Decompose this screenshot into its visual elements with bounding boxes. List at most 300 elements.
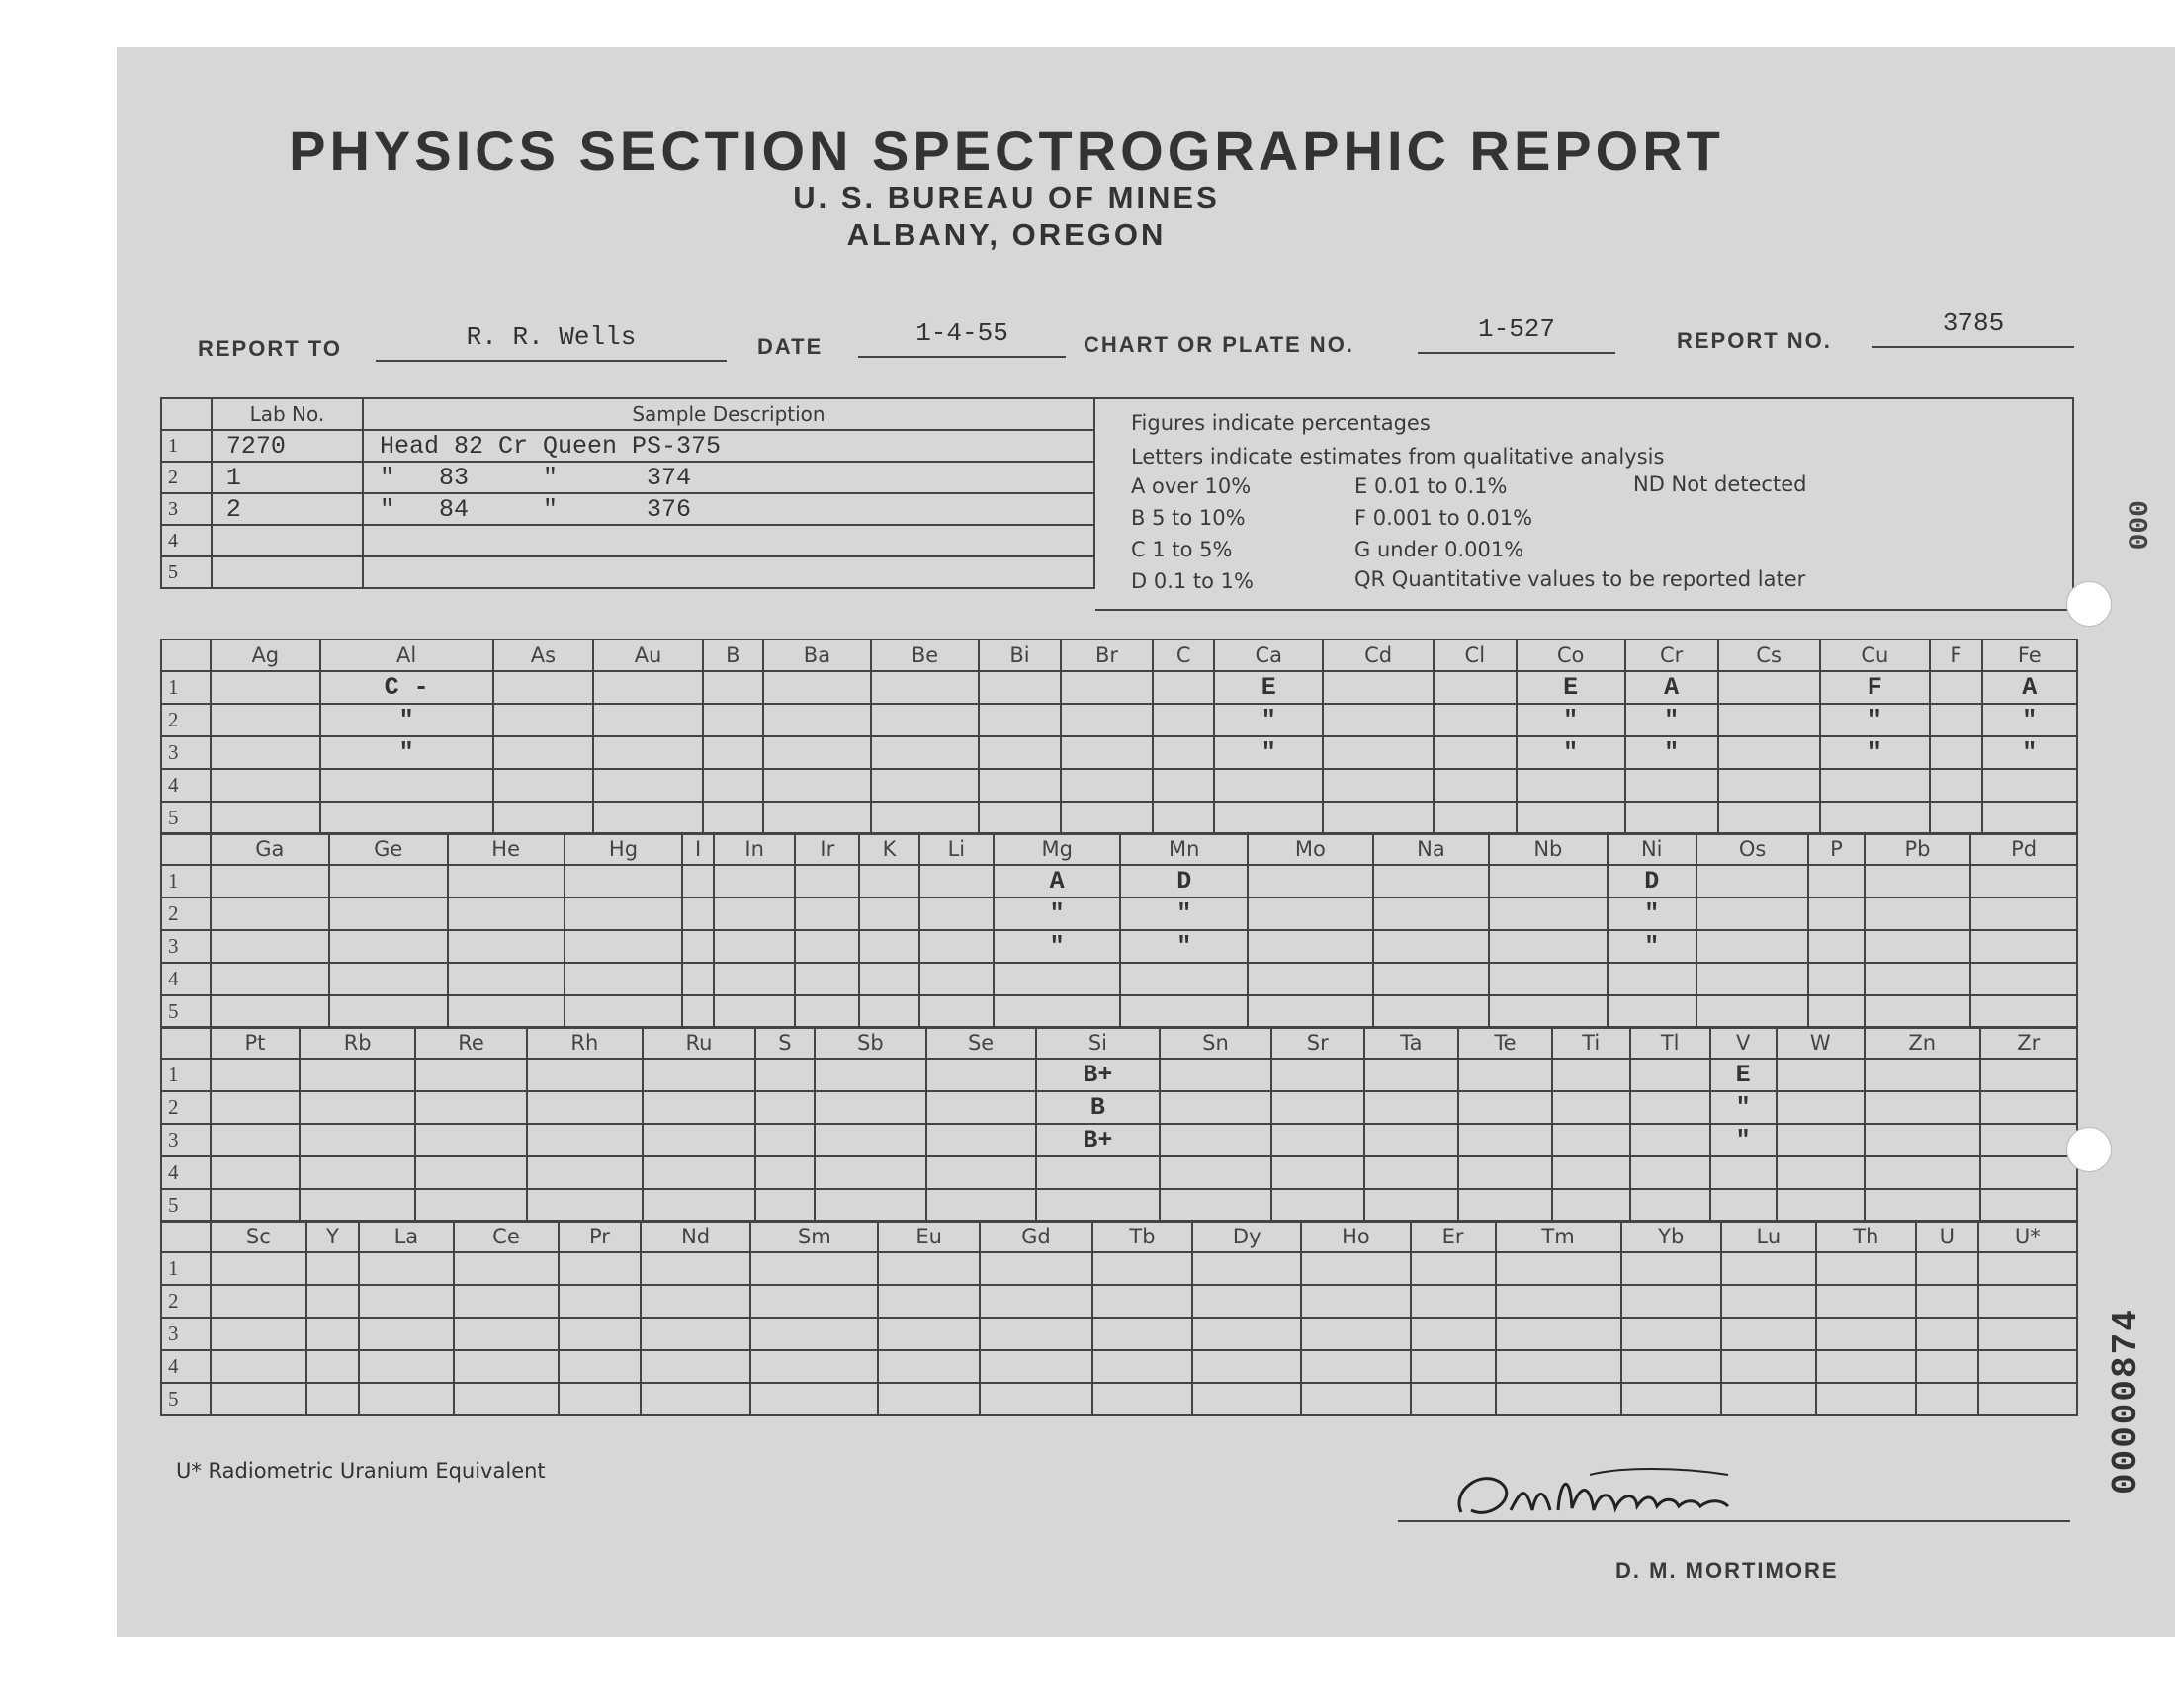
result-cell <box>878 1318 980 1350</box>
result-cell <box>871 769 979 802</box>
result-cell <box>1061 802 1153 834</box>
element-header-row <box>161 833 2077 865</box>
result-cell <box>1214 769 1323 802</box>
result-cell <box>919 995 994 1028</box>
result-cell <box>559 1285 641 1318</box>
legend-e: E 0.01 to 0.1% <box>1354 474 1508 498</box>
element-symbol: Cu <box>1820 640 1931 671</box>
element-symbol: As <box>493 640 594 671</box>
result-cell <box>1301 1285 1410 1318</box>
result-cell <box>1214 802 1323 834</box>
result-cell <box>1930 802 1981 834</box>
element-symbol: I <box>682 833 714 865</box>
result-cell <box>211 930 329 963</box>
date-value: 1-4-55 <box>915 318 1008 348</box>
result-cell <box>1808 930 1864 963</box>
element-symbol: Ho <box>1301 1221 1410 1252</box>
element-symbol: Nb <box>1489 833 1607 865</box>
result-cell <box>750 1318 878 1350</box>
result-cell <box>1916 1285 1978 1318</box>
result-cell <box>1458 1059 1552 1091</box>
result-cell <box>211 1285 306 1318</box>
result-cell: " <box>1214 736 1323 769</box>
element-symbol: P <box>1808 833 1864 865</box>
footnote: U* Radiometric Uranium Equivalent <box>176 1459 546 1483</box>
result-cell <box>300 1059 415 1091</box>
element-symbol: Pd <box>1970 833 2077 865</box>
element-symbol: U <box>1916 1221 1978 1252</box>
result-cell <box>859 897 919 930</box>
result-cell <box>1411 1318 1496 1350</box>
result-cell <box>1777 1189 1865 1222</box>
row-number: 1 <box>161 865 211 897</box>
result-cell <box>1916 1350 1978 1383</box>
result-cell <box>211 802 320 834</box>
result-cell <box>448 865 565 897</box>
result-row <box>161 769 2077 802</box>
row-number: 2 <box>161 1091 211 1124</box>
row-number: 1 <box>161 671 211 704</box>
result-cell <box>300 1189 415 1222</box>
result-cell <box>359 1318 454 1350</box>
result-cell <box>703 769 763 802</box>
report-title: PHYSICS SECTION SPECTROGRAPHIC REPORT <box>289 120 1724 182</box>
result-cell: " <box>1625 736 1718 769</box>
result-cell <box>565 995 683 1028</box>
result-cell <box>1373 995 1490 1028</box>
result-cell <box>1323 769 1434 802</box>
result-cell <box>493 736 594 769</box>
result-cell <box>919 897 994 930</box>
row-number: 1 <box>161 1059 211 1091</box>
punch-hole-bottom <box>2066 1127 2112 1172</box>
result-cell <box>1092 1318 1192 1350</box>
result-cell <box>641 1350 751 1383</box>
element-symbol: K <box>859 833 919 865</box>
element-symbol: Ga <box>211 833 329 865</box>
result-cell <box>871 704 979 736</box>
result-cell <box>1061 736 1153 769</box>
result-cell <box>755 1124 815 1156</box>
row-number: 3 <box>161 930 211 963</box>
element-symbol: Sr <box>1271 1027 1364 1059</box>
result-cell <box>980 1350 1092 1383</box>
result-cell <box>795 963 859 995</box>
row-number: 5 <box>161 802 211 834</box>
result-cell <box>415 1091 526 1124</box>
result-cell <box>1271 1091 1364 1124</box>
result-cell <box>1411 1252 1496 1285</box>
result-cell <box>755 1059 815 1091</box>
result-cell <box>1496 1285 1621 1318</box>
element-grid-4 <box>160 1220 2078 1416</box>
result-cell <box>300 1156 415 1189</box>
result-cell <box>1630 1156 1710 1189</box>
result-cell <box>643 1156 755 1189</box>
result-cell <box>1489 865 1607 897</box>
element-symbol: Er <box>1411 1221 1496 1252</box>
element-symbol: Ce <box>454 1221 559 1252</box>
result-row <box>161 1124 2077 1156</box>
legend-f: F 0.001 to 0.01% <box>1354 506 1533 530</box>
result-row <box>161 897 2077 930</box>
result-cell <box>1630 1059 1710 1091</box>
element-symbol: In <box>714 833 796 865</box>
result-cell <box>329 897 448 930</box>
result-cell <box>750 1252 878 1285</box>
result-cell <box>1808 963 1864 995</box>
row-number: 3 <box>161 736 211 769</box>
result-cell <box>1621 1285 1721 1318</box>
sample-description <box>363 556 1094 588</box>
result-cell <box>1970 930 2077 963</box>
row-number: 3 <box>161 1124 211 1156</box>
row-number: 5 <box>161 1189 211 1222</box>
result-cell <box>559 1350 641 1383</box>
result-cell <box>1630 1091 1710 1124</box>
result-row <box>161 1252 2077 1285</box>
result-cell: E <box>1517 671 1625 704</box>
result-cell <box>1980 1091 2077 1124</box>
result-cell <box>1777 1156 1865 1189</box>
result-cell <box>329 995 448 1028</box>
result-cell <box>1489 963 1607 995</box>
result-cell <box>415 1124 526 1156</box>
result-cell <box>493 802 594 834</box>
result-cell <box>871 736 979 769</box>
result-cell: " <box>1710 1091 1777 1124</box>
result-cell <box>211 1189 300 1222</box>
result-cell <box>454 1350 559 1383</box>
result-cell <box>979 769 1061 802</box>
result-cell <box>1323 736 1434 769</box>
sample-row <box>161 525 1094 556</box>
result-cell <box>593 802 703 834</box>
result-cell <box>454 1285 559 1318</box>
sample-row-number: 1 <box>161 430 212 462</box>
result-cell <box>1930 671 1981 704</box>
sample-description: " 84 " 376 <box>363 493 1094 525</box>
sample-table <box>160 397 1095 589</box>
result-cell <box>795 897 859 930</box>
result-cell: D <box>1608 865 1696 897</box>
sample-lab-no: 1 <box>212 462 363 493</box>
element-symbol: Au <box>593 640 703 671</box>
result-cell <box>1980 1124 2077 1156</box>
legend-nd: ND Not detected <box>1633 472 1807 496</box>
element-symbol: Dy <box>1192 1221 1301 1252</box>
row-number-header <box>161 1027 211 1059</box>
result-cell <box>565 865 683 897</box>
result-row <box>161 1383 2077 1415</box>
result-row <box>161 1350 2077 1383</box>
result-cell <box>980 1285 1092 1318</box>
result-cell <box>926 1156 1036 1189</box>
result-cell <box>926 1124 1036 1156</box>
result-cell <box>682 897 714 930</box>
result-cell <box>643 1189 755 1222</box>
result-cell <box>1916 1383 1978 1415</box>
result-cell <box>1301 1318 1410 1350</box>
element-symbol: V <box>1710 1027 1777 1059</box>
result-cell <box>527 1189 643 1222</box>
result-cell: A <box>1982 671 2077 704</box>
result-cell <box>750 1383 878 1415</box>
report-to-label: REPORT TO <box>198 336 342 361</box>
element-symbol: Cs <box>1718 640 1820 671</box>
signature-line <box>1398 1520 2070 1522</box>
result-cell <box>527 1156 643 1189</box>
result-cell <box>1192 1318 1301 1350</box>
result-cell <box>1120 995 1248 1028</box>
result-cell <box>1721 1252 1816 1285</box>
result-cell <box>1153 671 1214 704</box>
result-cell <box>871 671 979 704</box>
row-number-header <box>161 640 211 671</box>
result-cell <box>329 930 448 963</box>
result-cell <box>926 1189 1036 1222</box>
location: ALBANY, OREGON <box>846 217 1167 252</box>
result-cell <box>1865 1156 1980 1189</box>
result-cell <box>527 1059 643 1091</box>
result-cell: " <box>1608 930 1696 963</box>
result-cell: " <box>1820 736 1931 769</box>
result-cell <box>682 930 714 963</box>
result-cell <box>1153 736 1214 769</box>
result-cell <box>1192 1383 1301 1415</box>
element-symbol: Cl <box>1434 640 1517 671</box>
result-cell <box>795 995 859 1028</box>
result-cell <box>1718 671 1820 704</box>
result-cell <box>1373 897 1490 930</box>
element-symbol: Co <box>1517 640 1625 671</box>
result-cell <box>643 1059 755 1091</box>
result-cell <box>1930 769 1981 802</box>
legend-line-1: Figures indicate percentages <box>1131 411 1431 435</box>
result-cell: B+ <box>1036 1124 1161 1156</box>
result-cell <box>1808 995 1864 1028</box>
sample-row <box>161 493 1094 525</box>
result-cell: " <box>1120 930 1248 963</box>
result-cell <box>1865 963 1971 995</box>
legend-qr: QR Quantitative values to be reported later <box>1354 567 1806 591</box>
result-cell: " <box>994 897 1121 930</box>
legend-d: D 0.1 to 1% <box>1131 569 1254 593</box>
result-cell <box>1153 802 1214 834</box>
element-symbol: Li <box>919 833 994 865</box>
sample-row <box>161 556 1094 588</box>
result-cell <box>641 1383 751 1415</box>
result-cell <box>714 897 796 930</box>
result-cell <box>994 995 1121 1028</box>
result-cell <box>1978 1383 2077 1415</box>
result-cell <box>211 995 329 1028</box>
row-number: 1 <box>161 1252 211 1285</box>
result-cell <box>211 736 320 769</box>
result-cell <box>565 963 683 995</box>
result-cell <box>682 995 714 1028</box>
result-cell <box>1120 963 1248 995</box>
element-symbol: Rh <box>527 1027 643 1059</box>
result-cell <box>1271 1124 1364 1156</box>
result-cell <box>1434 671 1517 704</box>
result-cell <box>1978 1350 2077 1383</box>
legend-line-2: Letters indicate estimates from qualitative analysis <box>1131 445 1665 469</box>
result-cell <box>1496 1318 1621 1350</box>
element-symbol: Mo <box>1248 833 1373 865</box>
element-symbol: Pr <box>559 1221 641 1252</box>
result-cell <box>329 865 448 897</box>
result-cell <box>211 897 329 930</box>
element-symbol: S <box>755 1027 815 1059</box>
result-cell <box>859 995 919 1028</box>
result-cell <box>1489 897 1607 930</box>
result-cell: D <box>1120 865 1248 897</box>
result-cell <box>211 1059 300 1091</box>
result-cell <box>320 769 493 802</box>
element-header-row <box>161 1027 2077 1059</box>
result-cell <box>714 930 796 963</box>
result-cell <box>1552 1091 1630 1124</box>
result-cell <box>359 1383 454 1415</box>
result-cell <box>306 1252 359 1285</box>
result-cell <box>211 1318 306 1350</box>
result-cell <box>763 802 871 834</box>
result-cell <box>1364 1091 1458 1124</box>
element-symbol: Ru <box>643 1027 755 1059</box>
result-row <box>161 995 2077 1028</box>
result-cell <box>211 1252 306 1285</box>
result-cell: " <box>1608 897 1696 930</box>
result-cell <box>1865 1124 1980 1156</box>
result-cell: " <box>1982 704 2077 736</box>
element-symbol: La <box>359 1221 454 1252</box>
result-cell <box>682 963 714 995</box>
result-cell <box>703 802 763 834</box>
element-symbol: Y <box>306 1221 359 1252</box>
page-stamp: 00000874 <box>2106 1308 2146 1495</box>
result-cell <box>859 930 919 963</box>
result-cell <box>1517 769 1625 802</box>
element-symbol: Tl <box>1630 1027 1710 1059</box>
result-cell <box>1982 802 2077 834</box>
result-cell <box>1980 1189 2077 1222</box>
result-cell <box>1721 1318 1816 1350</box>
element-symbol: Bi <box>979 640 1061 671</box>
result-cell <box>750 1285 878 1318</box>
sample-description-header: Sample Description <box>363 398 1094 430</box>
result-cell <box>979 736 1061 769</box>
row-number: 2 <box>161 704 211 736</box>
result-row <box>161 1059 2077 1091</box>
date-label: DATE <box>757 334 824 359</box>
result-cell <box>493 671 594 704</box>
result-cell <box>815 1189 926 1222</box>
result-cell <box>763 769 871 802</box>
result-cell <box>815 1124 926 1156</box>
result-cell: " <box>1517 704 1625 736</box>
result-cell <box>1248 963 1373 995</box>
result-cell <box>1696 930 1808 963</box>
result-cell <box>755 1091 815 1124</box>
element-grid-1 <box>160 639 2078 835</box>
result-cell <box>643 1124 755 1156</box>
result-cell <box>1608 963 1696 995</box>
result-cell <box>1978 1252 2077 1285</box>
result-row <box>161 671 2077 704</box>
result-cell <box>795 865 859 897</box>
result-row <box>161 802 2077 834</box>
result-row <box>161 736 2077 769</box>
result-cell <box>1808 865 1864 897</box>
element-header-row <box>161 640 2077 671</box>
result-cell <box>559 1252 641 1285</box>
result-cell <box>359 1350 454 1383</box>
result-cell <box>1930 736 1981 769</box>
element-symbol: Gd <box>980 1221 1092 1252</box>
result-cell: " <box>320 736 493 769</box>
result-cell <box>1820 769 1931 802</box>
legend-g: G under 0.001% <box>1354 538 1524 561</box>
result-cell <box>1323 802 1434 834</box>
result-cell <box>1865 897 1971 930</box>
result-cell <box>979 802 1061 834</box>
result-cell <box>565 897 683 930</box>
result-cell <box>565 930 683 963</box>
element-symbol: Ge <box>329 833 448 865</box>
result-row <box>161 1156 2077 1189</box>
result-cell <box>703 671 763 704</box>
element-symbol: Si <box>1036 1027 1161 1059</box>
result-cell: A <box>1625 671 1718 704</box>
row-number: 3 <box>161 1318 211 1350</box>
result-cell <box>1718 769 1820 802</box>
result-cell <box>1930 704 1981 736</box>
result-cell <box>1323 704 1434 736</box>
result-row <box>161 704 2077 736</box>
element-symbol: Lu <box>1721 1221 1816 1252</box>
result-cell <box>559 1383 641 1415</box>
result-cell <box>1625 802 1718 834</box>
sample-description <box>363 525 1094 556</box>
result-cell: " <box>1214 704 1323 736</box>
result-cell <box>980 1252 1092 1285</box>
element-symbol: Ag <box>211 640 320 671</box>
result-cell <box>1248 865 1373 897</box>
result-cell <box>1160 1059 1270 1091</box>
sample-lab-no <box>212 556 363 588</box>
result-cell <box>641 1285 751 1318</box>
result-cell <box>1808 897 1864 930</box>
element-symbol: Te <box>1458 1027 1552 1059</box>
result-cell <box>1625 769 1718 802</box>
result-cell: " <box>1982 736 2077 769</box>
result-cell <box>300 1091 415 1124</box>
result-cell <box>1816 1252 1916 1285</box>
result-row <box>161 1318 2077 1350</box>
row-number: 5 <box>161 995 211 1028</box>
result-cell <box>1721 1350 1816 1383</box>
sample-lab-no: 2 <box>212 493 363 525</box>
result-cell <box>1865 1189 1980 1222</box>
result-cell <box>1301 1252 1410 1285</box>
result-cell <box>1061 704 1153 736</box>
result-cell <box>871 802 979 834</box>
result-cell <box>448 930 565 963</box>
result-cell <box>306 1318 359 1350</box>
element-symbol: He <box>448 833 565 865</box>
element-symbol: Pt <box>211 1027 300 1059</box>
